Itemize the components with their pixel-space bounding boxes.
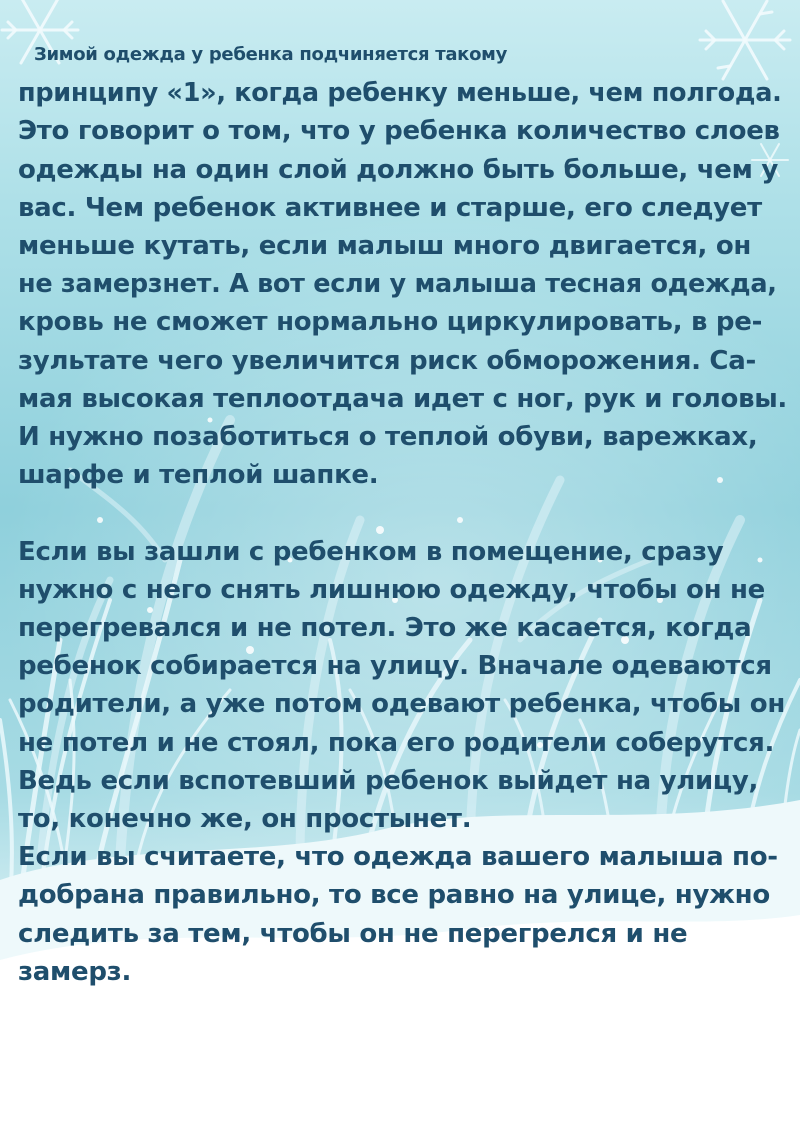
- text-line: не замерзнет. А вот если у малыша тесная одежда,: [18, 269, 777, 300]
- article-text: [18, 36, 790, 991]
- text-line: родители, а уже потом одевают ребенка, чтобы он: [18, 689, 785, 720]
- text-line: Это говорит о том, что у ребенка количество слоев: [18, 116, 780, 147]
- paragraph-2: [18, 533, 790, 839]
- text-line: принципу «1», когда ребенку меньше, чем полгода.: [18, 78, 782, 109]
- text-line: одежды на один слой должно быть больше, чем у: [18, 154, 778, 185]
- text-line: то, конечно же, он простынет.: [18, 804, 472, 835]
- text-line: меньше кутать, если малыш много двигается, он: [18, 231, 752, 262]
- text-line: шарфе и теплой шапке.: [18, 460, 379, 491]
- text-line: нужно с него снять лишнюю одежду, чтобы он не: [18, 574, 766, 605]
- text-line: кровь не сможет нормально циркулировать, в ре-: [18, 307, 763, 338]
- text-line: добрана правильно, то все равно на улице, нужно: [18, 880, 770, 911]
- text-line: замерз.: [18, 956, 132, 987]
- paragraph-1: [18, 36, 790, 494]
- text-line: следить за тем, чтобы он не перегрелся и не: [18, 918, 688, 949]
- text-line: перегревался и не потел. Это же касается, когда: [18, 613, 752, 644]
- text-line: Если вы зашли с ребенком в помещение, сразу: [18, 536, 724, 567]
- text-line: Зимой одежда у ребенка подчиняется такому: [34, 44, 508, 65]
- text-line: ребенок собирается на улицу. Вначале одеваются: [18, 651, 772, 682]
- text-line: Ведь если вспотевший ребенок выйдет на улицу,: [18, 765, 759, 796]
- text-line: зультате чего увеличится риск обморожения. Са-: [18, 345, 756, 376]
- text-line: И нужно позаботиться о теплой обуви, варежках,: [18, 422, 758, 453]
- text-line: вас. Чем ребенок активнее и старше, его следует: [18, 192, 762, 223]
- text-line: Если вы считаете, что одежда вашего малыша по-: [18, 842, 778, 873]
- paragraph-gap: [18, 494, 790, 532]
- text-line: не потел и не стоял, пока его родители соберутся.: [18, 727, 775, 758]
- paragraph-3: [18, 838, 790, 991]
- text-line: мая высокая теплоотдача идет с ног, рук и головы.: [18, 383, 788, 414]
